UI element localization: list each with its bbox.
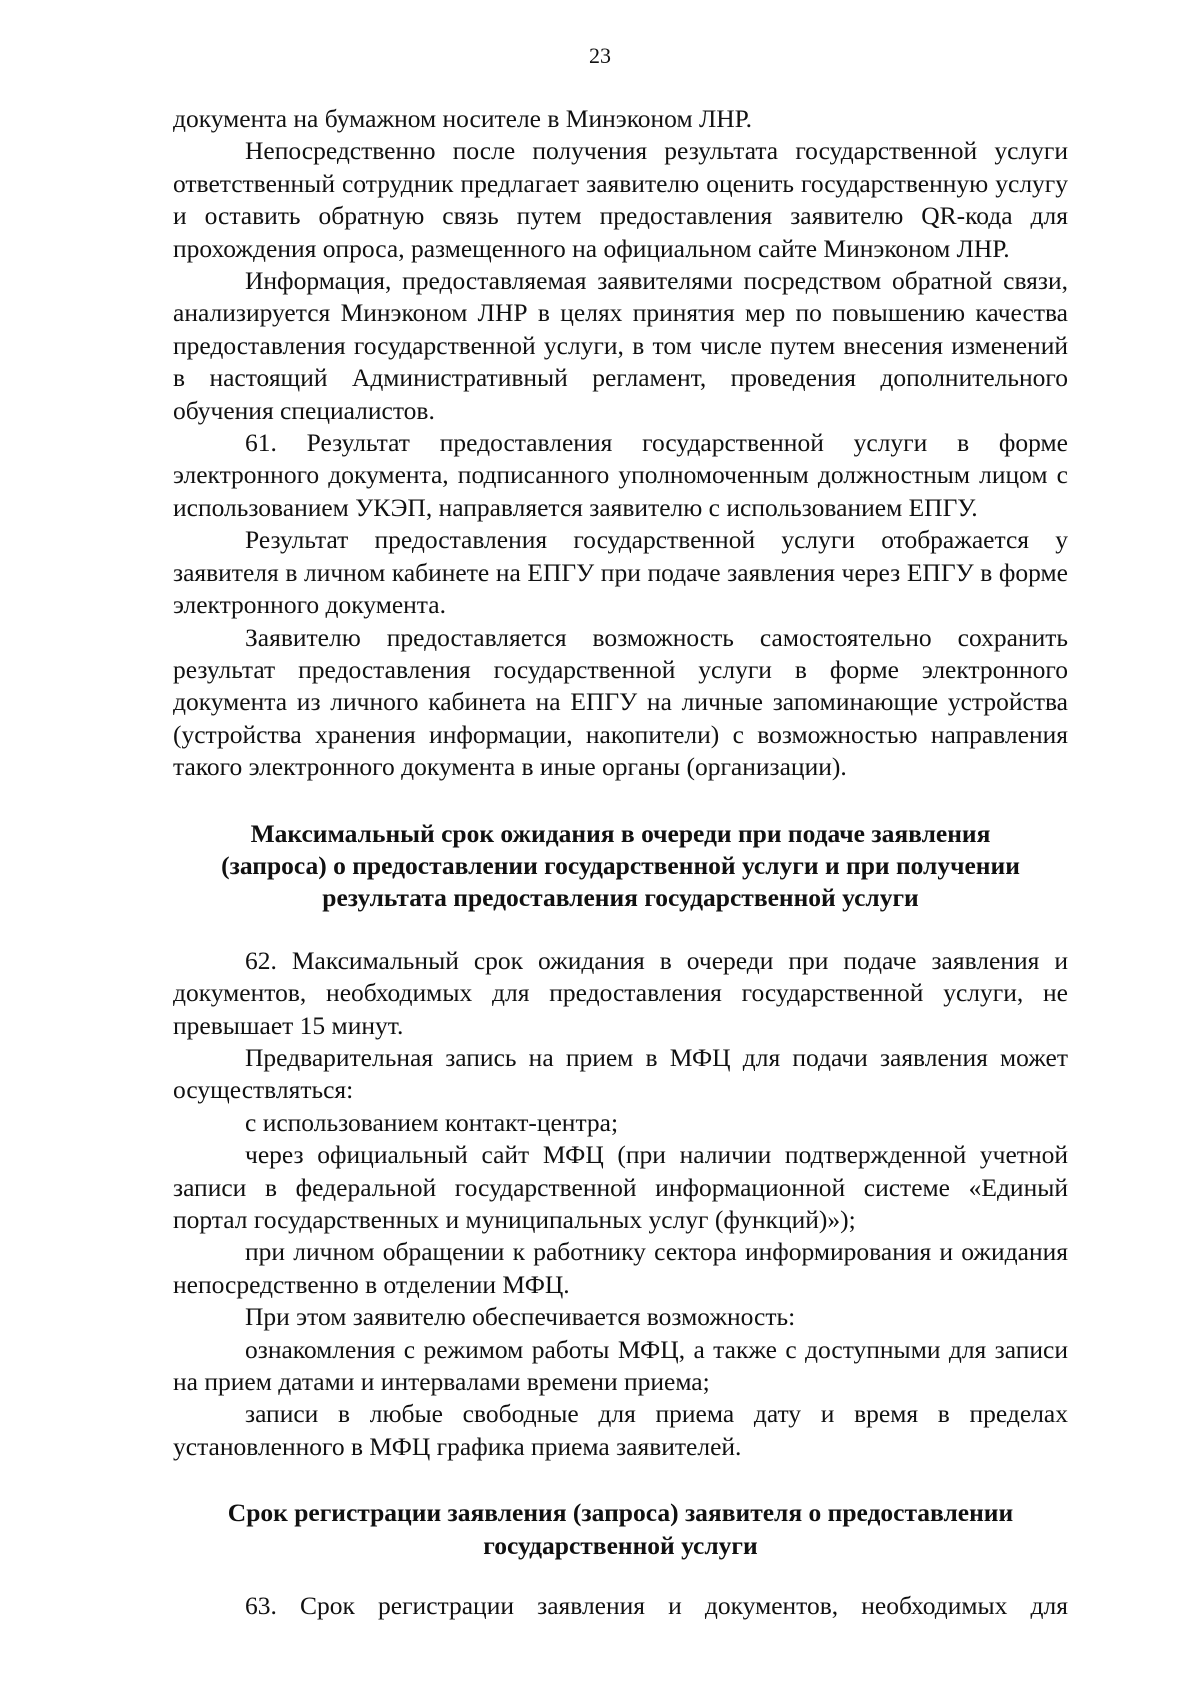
heading-line: Срок регистрации заявления (запроса) заявителя о предоставлении <box>227 1498 1014 1528</box>
heading-line: результата предоставления государственной услуги <box>322 883 919 913</box>
paragraph: 63. Срок регистрации заявления и документов, необходимых для <box>245 1591 1068 1621</box>
paragraph: документа на бумажном носителе в Минэконом ЛНР. <box>173 104 753 133</box>
paragraph: 61. Результат предоставления государственной услуги в форме электронного документа, подписанного уполномоченным должностным лицом с использованием УКЭП, направляется заявителю с использованием ЕПГУ. <box>173 428 1068 522</box>
section-heading-queue-time <box>173 818 1068 915</box>
heading-line: Максимальный срок ожидания в очереди при подаче заявления <box>250 818 991 848</box>
paragraph: 62. Максимальный срок ожидания в очереди при подаче заявления и документов, необходимых для предоставления государственной услуги, не превышает 15 минут. <box>173 945 1068 1040</box>
paragraph: записи в любые свободные для приема дату и время в пределах установленного в МФЦ графика приема заявителей. <box>173 1399 1068 1461</box>
paragraph: Информация, предоставляемая заявителями посредством обратной связи, анализируется Минэконом ЛНР в целях принятия мер по повышению качества предоставления государственной услуги, в том числе путем внесения изменений в настоящий Административный регламент, проведения дополнительного обучения специалистов. <box>173 266 1068 425</box>
paragraph: Результат предоставления государственной услуги отображается у заявителя в личном кабинете на ЕПГУ при подаче заявления через ЕПГУ в форме электронного документа. <box>173 525 1068 620</box>
heading-line: государственной услуги <box>483 1530 758 1560</box>
heading-line: (запроса) о предоставлении государственной услуги и при получении <box>221 850 1020 880</box>
paragraph: При этом заявителю обеспечивается возможность: <box>245 1302 796 1332</box>
paragraph: Непосредственно после получения результата государственной услуги ответственный сотрудник предлагает заявителю оценить государственную услугу и оставить обратную связь путем предоставления заявителю QR-кода для прохождения опроса, размещенного на официальном сайте Минэконом ЛНР. <box>173 136 1068 263</box>
paragraph: ознакомления с режимом работы МФЦ, а также с доступными для записи на прием датами и интервалами времени приема; <box>173 1334 1068 1397</box>
section-queue-time <box>173 945 1068 1464</box>
paragraph: Предварительная запись на прием в МФЦ для подачи заявления может осуществляться: <box>173 1042 1068 1105</box>
section-registration-time <box>173 1590 1068 1622</box>
paragraph: при личном обращении к работнику сектора информирования и ожидания непосредственно в отделении МФЦ. <box>173 1237 1068 1299</box>
page-number: 23 <box>589 43 611 68</box>
paragraph: Заявителю предоставляется возможность самостоятельно сохранить результат предоставления государственной услуги в форме электронного документа из личного кабинета на ЕПГУ на личные запоминающие устройства (устройства хранения информации, накопители) с возможностью направления такого электронного документа в иные органы (организации). <box>173 622 1068 782</box>
section-result-delivery <box>173 103 1068 784</box>
paragraph: через официальный сайт МФЦ (при наличии подтвержденной учетной записи в федеральной государственной информационной системе «Единый портал государственных и муниципальных услуг (функций)»); <box>173 1140 1068 1234</box>
paragraph: с использованием контакт-центра; <box>245 1107 619 1137</box>
document-body <box>173 103 1068 1622</box>
section-heading-registration-time <box>173 1497 1068 1562</box>
